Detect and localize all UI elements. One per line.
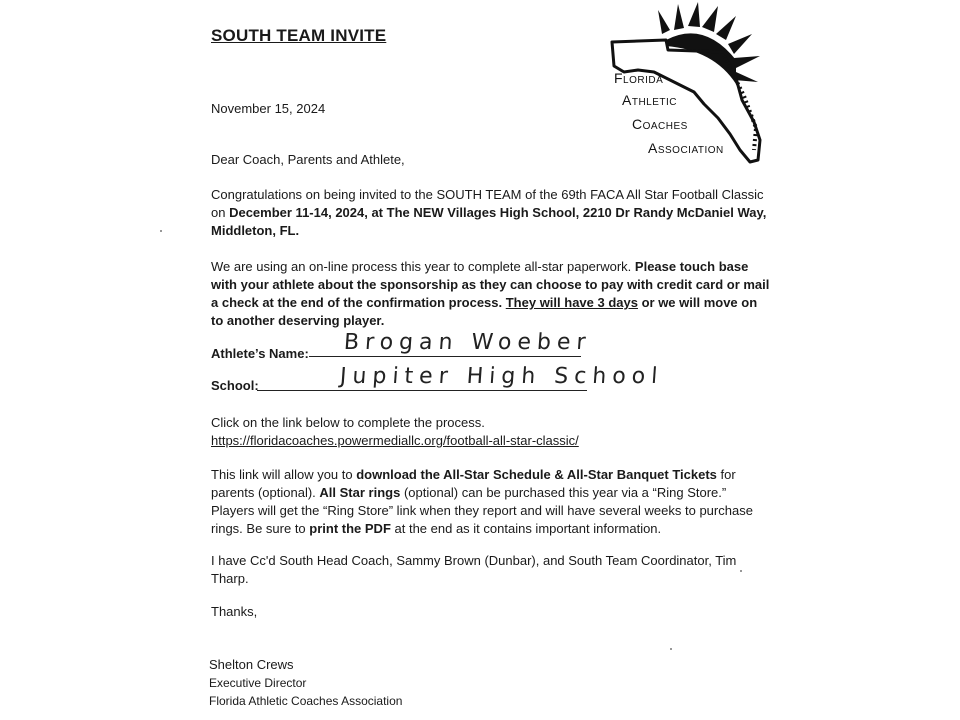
logo-line-florida: Florida <box>614 70 664 86</box>
p4-text-2: for parents (optional). <box>211 467 736 500</box>
faca-logo <box>604 0 774 168</box>
signature-block <box>209 656 402 710</box>
p2-bold-1: Please touch base with your athlete about the sponsorship as they can choose to pay with credit card or mail a check at the end of the confirmation process. <box>211 259 770 310</box>
signature-name: Shelton Crews <box>209 657 294 672</box>
p4-bold-1: download the All-Star Schedule & All-Star Banquet Tickets <box>356 467 717 482</box>
logo-line-coaches: Coaches <box>632 116 688 132</box>
p4-text-1: This link will allow you to <box>211 467 357 482</box>
letter-date: November 15, 2024 <box>211 101 326 116</box>
p2-deadline: They will have 3 days <box>505 295 638 310</box>
paragraph-congratulations <box>211 186 771 240</box>
p4-text-3: (optional) can be purchased this year via a “Ring Store.” Players will get the “Ring Store” link when they report and will have several weeks to purchase rings. Be sure to <box>211 485 753 536</box>
scan-speck <box>670 648 672 650</box>
school-label: School: <box>211 378 259 393</box>
paragraph-link <box>211 414 771 450</box>
paragraph-online-process <box>211 258 771 330</box>
registration-link[interactable]: https://floridacoaches.powermediallc.org/football-all-star-classic/ <box>211 433 579 448</box>
page-title: SOUTH TEAM INVITE <box>211 26 387 45</box>
p3-text: Click on the link below to complete the process. <box>211 415 485 430</box>
paragraph-ring-store <box>211 466 771 538</box>
p4-bold-3: print the PDF <box>309 521 391 536</box>
school-value: Jupiter High School <box>339 364 665 389</box>
paragraph-cc: I have Cc'd South Head Coach, Sammy Brown (Dunbar), and South Team Coordinator, Tim Tharp. <box>211 553 737 586</box>
p2-bold-2: or we will move on to another deserving player. <box>211 295 758 328</box>
p1-text: Congratulations on being invited to the SOUTH TEAM of the 69th FACA All Star Football Classic on <box>211 187 764 220</box>
p4-text-4: at the end as it contains important information. <box>390 521 662 536</box>
school-line <box>257 390 587 391</box>
p2-text: We are using an on-line process this year to complete all-star paperwork. <box>211 259 635 274</box>
p4-bold-2: All Star rings <box>319 485 401 500</box>
logo-line-association: Association <box>648 140 724 156</box>
athlete-name-value: Brogan Woeber <box>343 330 593 355</box>
scan-speck <box>740 570 742 572</box>
salutation: Dear Coach, Parents and Athlete, <box>211 152 405 167</box>
signature-title: Executive Director <box>209 676 307 690</box>
logo-line-athletic: Athletic <box>622 92 678 108</box>
signature-org: Florida Athletic Coaches Association <box>209 694 403 708</box>
athlete-name-label: Athlete’s Name: <box>211 346 309 361</box>
scan-speck <box>160 230 162 232</box>
p1-event-details: December 11-14, 2024, at The NEW Villages High School, 2210 Dr Randy McDaniel Way, Middleton, FL. <box>211 205 767 238</box>
athlete-name-line <box>309 356 581 357</box>
closing: Thanks, <box>211 604 258 619</box>
